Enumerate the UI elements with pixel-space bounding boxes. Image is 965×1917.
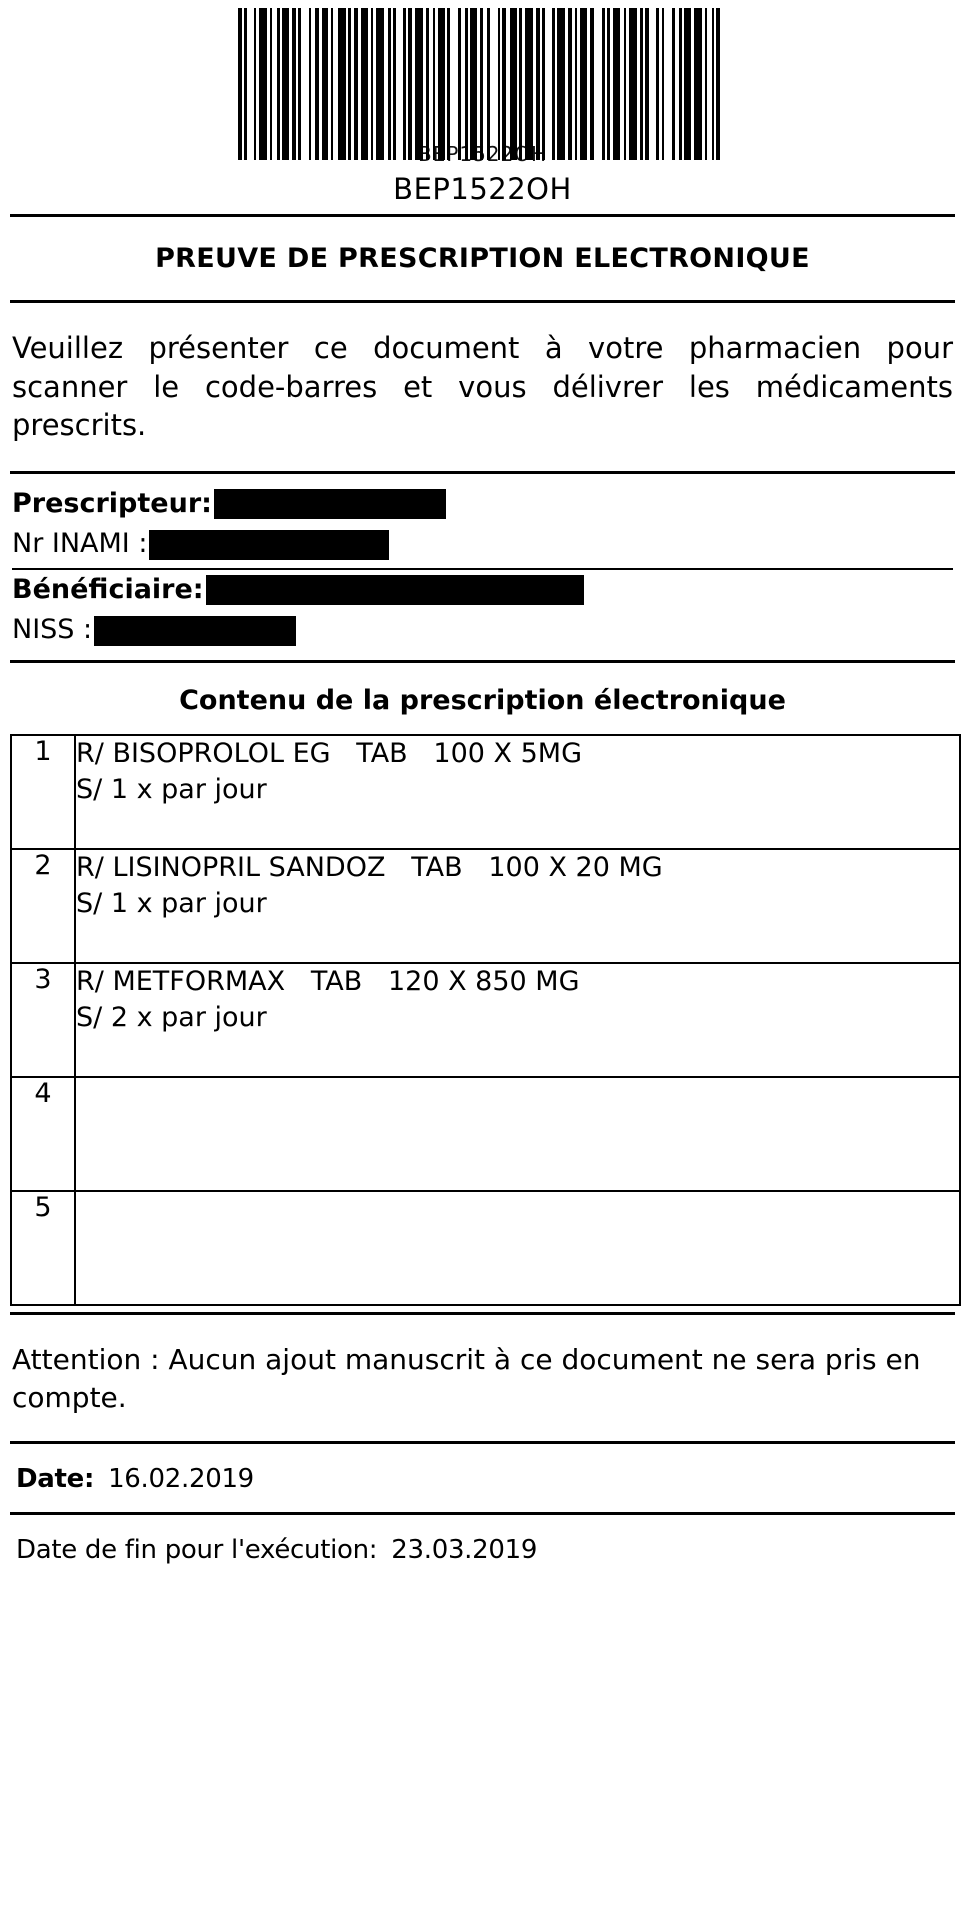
- date-label: Date:: [16, 1464, 95, 1495]
- medication-line: R/ METFORMAX TAB 120 X 850 MG: [76, 965, 580, 997]
- prescriber-row: [12, 487, 953, 522]
- prescriber-label: Prescripteur:: [12, 487, 212, 519]
- row-number: 5: [11, 1191, 75, 1305]
- barcode-image: [238, 8, 728, 160]
- niss-label: NISS :: [12, 614, 93, 646]
- row-content: [75, 1191, 960, 1305]
- posology-line: S/ 1 x par jour: [76, 773, 267, 805]
- row-content: [75, 1077, 960, 1191]
- medication-line: R/ BISOPROLOL EG TAB 100 X 5MG: [76, 737, 583, 769]
- date-row: [10, 1444, 955, 1512]
- niss-redaction: [94, 616, 296, 646]
- barcode-block: [10, 0, 955, 214]
- page-title: PREUVE DE PRESCRIPTION ELECTRONIQUE: [155, 243, 810, 274]
- medication-line: R/ LISINOPRIL SANDOZ TAB 100 X 20 MG: [76, 851, 663, 883]
- inami-redaction: [149, 530, 389, 560]
- table-row: [11, 1077, 960, 1191]
- identity-block: [10, 474, 955, 660]
- date-value: 16.02.2019: [108, 1464, 254, 1495]
- table-row: [11, 1191, 960, 1305]
- table-row: [11, 735, 960, 849]
- row-number: 1: [11, 735, 75, 849]
- end-date-row: [10, 1515, 955, 1575]
- beneficiary-label: Bénéficiaire:: [12, 573, 204, 605]
- beneficiary-redaction: [206, 575, 584, 605]
- content-heading: Contenu de la prescription électronique: [179, 684, 786, 716]
- end-date-value: 23.03.2019: [391, 1535, 538, 1566]
- row-number: 3: [11, 963, 75, 1077]
- divider-prescriber-beneficiary: [12, 568, 953, 570]
- barcode-overlay-text: BEP1522OH: [417, 142, 548, 166]
- posology-line: S/ 2 x par jour: [76, 1001, 267, 1033]
- row-content: [75, 963, 960, 1077]
- table-row: [11, 849, 960, 963]
- beneficiary-row: [12, 573, 953, 608]
- row-number: 2: [11, 849, 75, 963]
- attention-text: Attention : Aucun ajout manuscrit à ce document ne sera pris en compte.: [12, 1342, 921, 1414]
- inami-label: Nr INAMI :: [12, 528, 148, 560]
- row-content: [75, 849, 960, 963]
- table-row: [11, 963, 960, 1077]
- inami-row: [12, 527, 953, 562]
- prescription-table: [10, 734, 961, 1306]
- barcode-code-label: BEP1522OH: [393, 172, 572, 206]
- prescriber-redaction: [214, 489, 446, 519]
- row-content: [75, 735, 960, 849]
- posology-line: S/ 1 x par jour: [76, 887, 267, 919]
- row-number: 4: [11, 1077, 75, 1191]
- intro-text: Veuillez présenter ce document à votre pharmacien pour scanner le code-barres et vous délivrer les médicaments prescrits.: [12, 331, 953, 443]
- niss-row: [12, 613, 953, 648]
- end-date-label: Date de fin pour l'exécution:: [16, 1535, 378, 1566]
